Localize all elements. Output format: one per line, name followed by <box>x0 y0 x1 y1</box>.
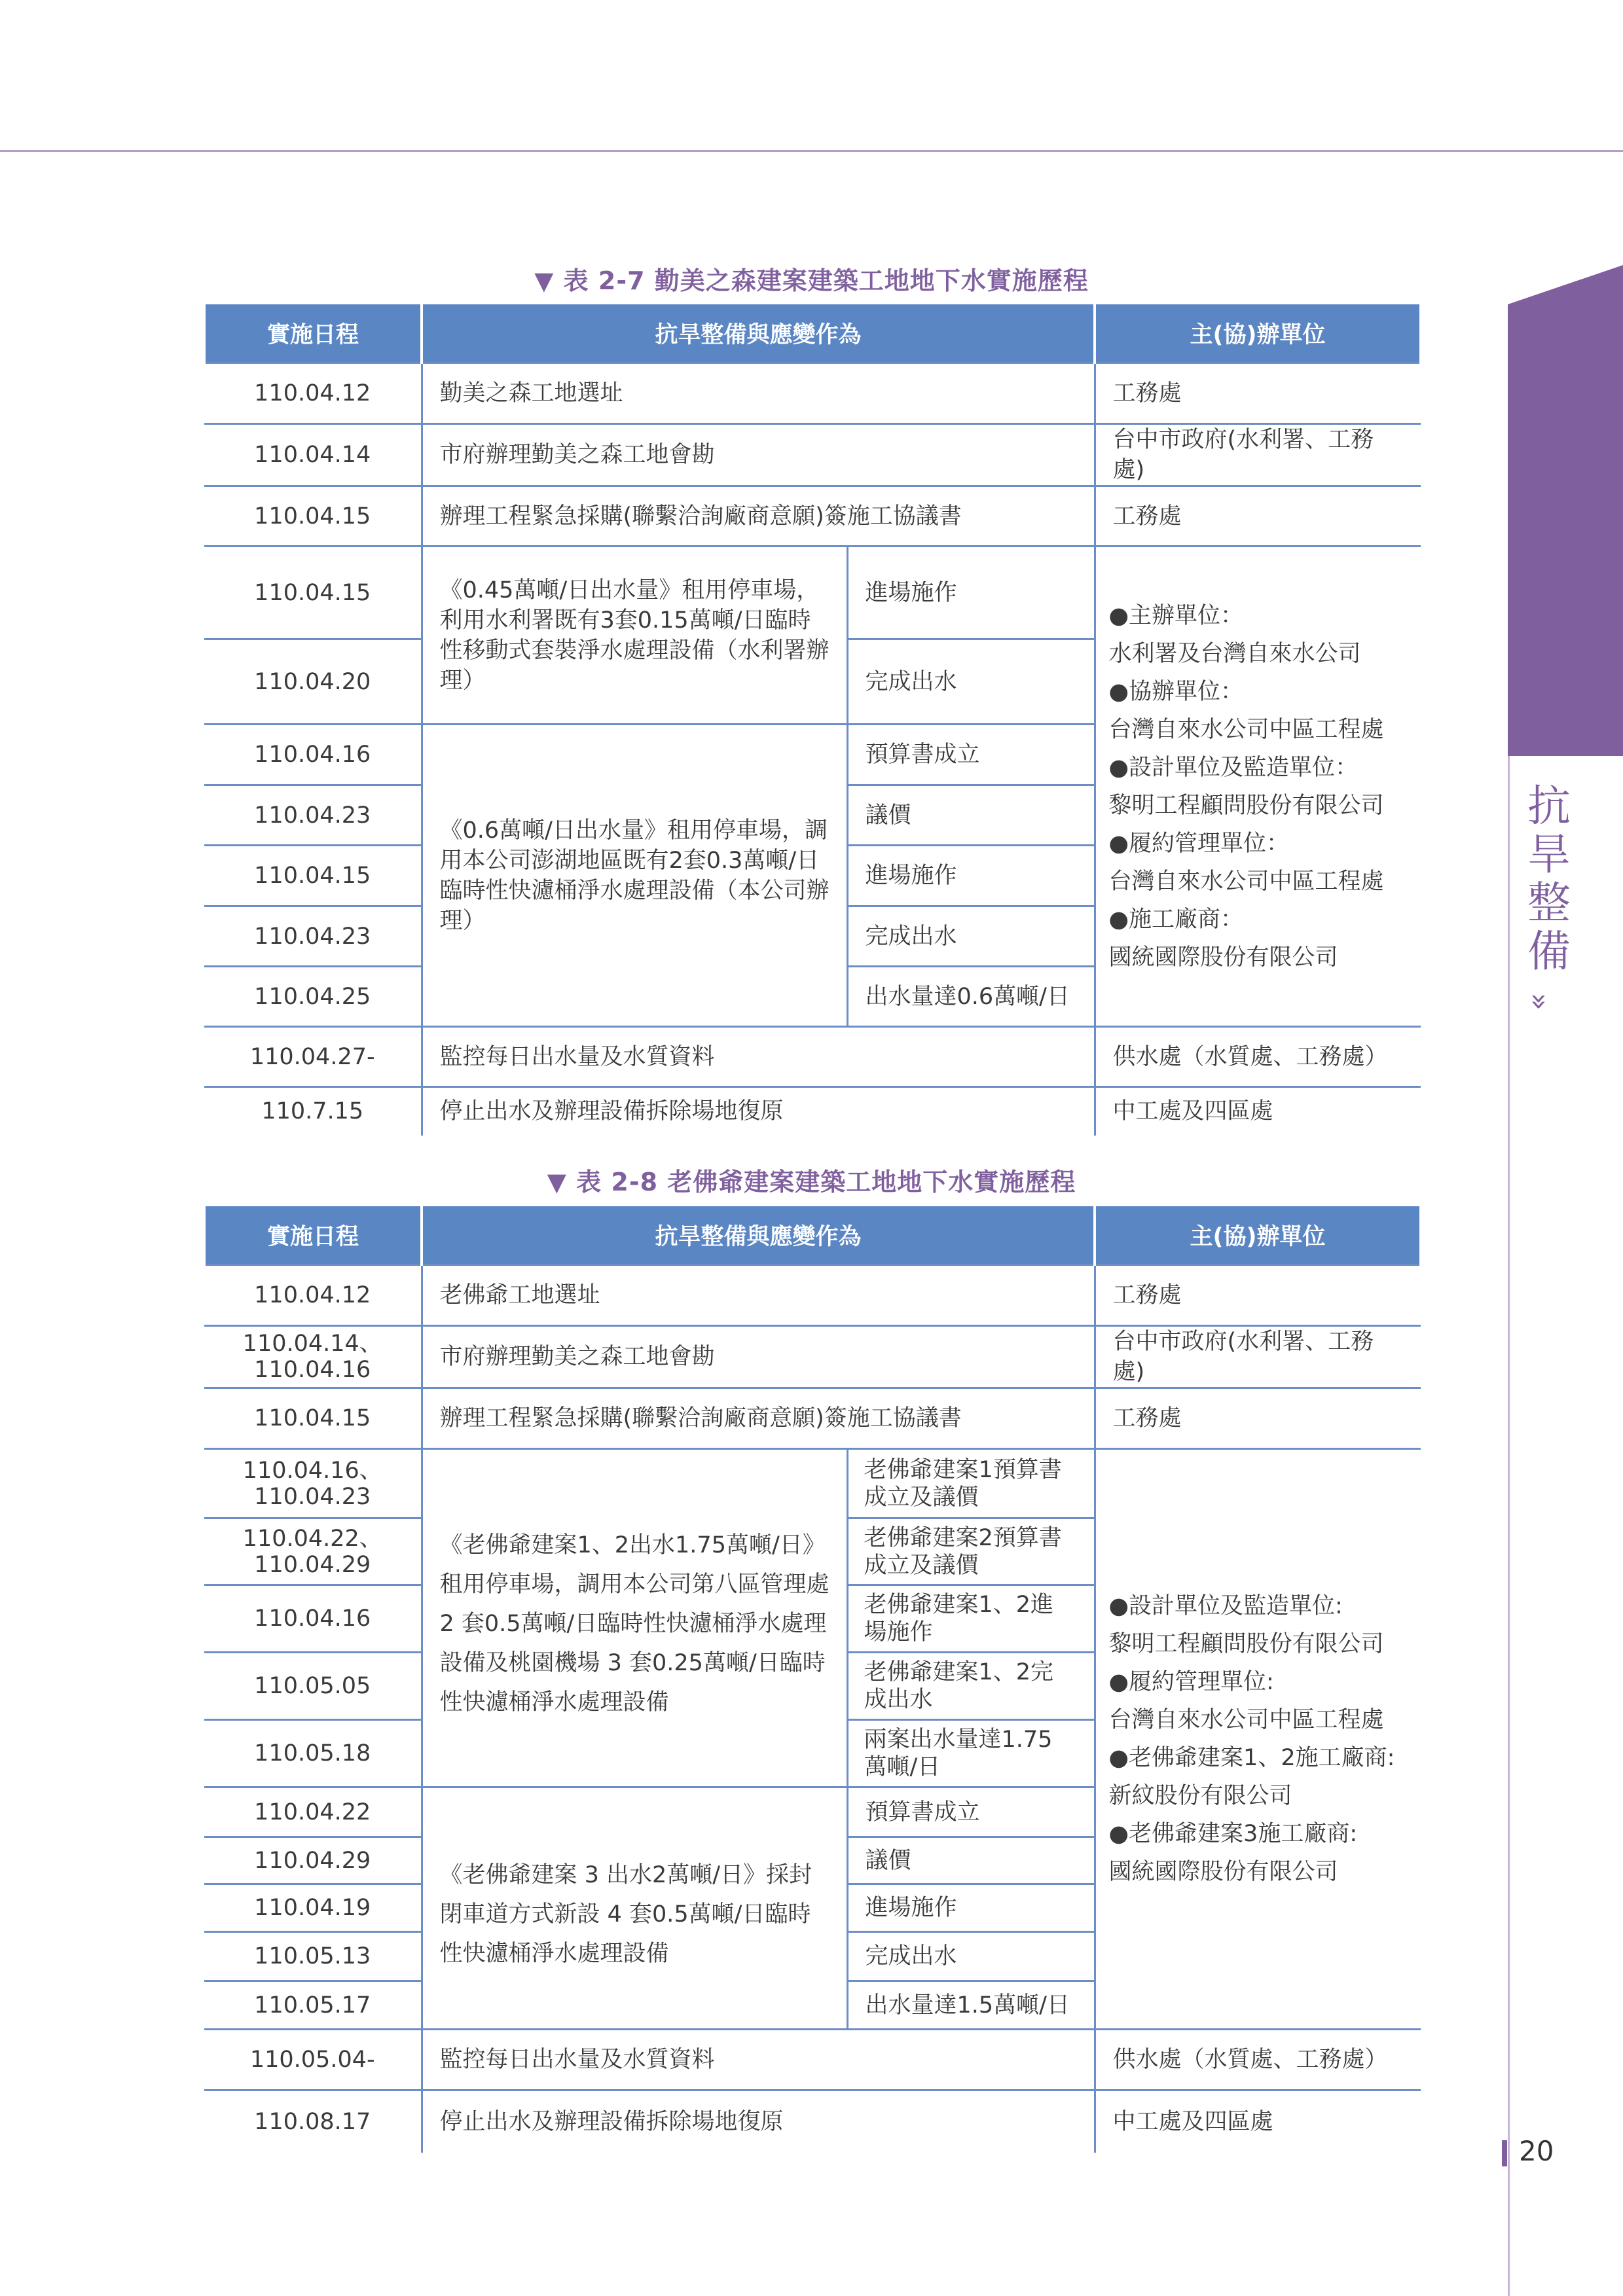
step-cell: 議價 <box>847 1837 1095 1884</box>
unit-line: 國統國際股份有限公司 <box>1108 944 1338 971</box>
unit-line: ●設計單位及監造單位: <box>1108 1593 1343 1619</box>
step-line: 老佛爺建案1、2完 <box>864 1659 1054 1685</box>
step-line: 萬噸/日 <box>864 1754 941 1780</box>
date-line: 110.04.23 <box>254 1483 371 1510</box>
step-cell <box>847 1449 1095 1518</box>
date-cell: 110.04.14 <box>204 424 422 486</box>
action-group-cell: 《0.45萬噸/日出水量》租用停車場，利用水利署既有3套0.15萬噸/日臨時性移動式套裝淨水處理設備（水利署辦理） <box>422 547 847 725</box>
date-cell <box>204 1326 422 1388</box>
unit-cell: 中工處及四區處 <box>1095 1087 1421 1136</box>
step-cell: 出水量達1.5萬噸/日 <box>847 1981 1095 2030</box>
unit-cell: 供水處（水質處、工務處） <box>1095 2030 1421 2090</box>
action-cell: 辦理工程緊急採購(聯繫洽詢廠商意願)簽施工協議書 <box>422 486 1095 547</box>
table-row <box>204 1326 1421 1388</box>
unit-line: ●老佛爺建案1、2施工廠商: <box>1108 1745 1395 1771</box>
unit-cell: 工務處 <box>1095 486 1421 547</box>
date-cell: 110.04.22 <box>204 1787 422 1837</box>
chapter-label <box>1516 599 1582 744</box>
date-cell: 110.04.16 <box>204 725 422 785</box>
step-cell <box>847 1585 1095 1653</box>
date-line: 110.04.22、 <box>242 1525 382 1552</box>
step-line: 兩案出水量達1.75 <box>864 1727 1053 1753</box>
date-cell: 110.04.27- <box>204 1027 422 1087</box>
table-row <box>204 1449 1421 1518</box>
header-action: 抗旱整備與應變作為 <box>422 1206 1095 1265</box>
table-row <box>204 1388 1421 1449</box>
unit-line: ●履約管理單位： <box>1108 830 1290 857</box>
unit-line: ●施工廠商： <box>1108 906 1244 933</box>
page-number: 20 <box>1519 2135 1554 2167</box>
step-line: 老佛爺建案1、2進 <box>864 1592 1054 1618</box>
unit-line: 台灣自來水公司中區工程處 <box>1108 1707 1384 1733</box>
action-cell: 市府辦理勤美之森工地會勘 <box>422 424 1095 486</box>
action-cell: 辦理工程緊急採購(聯繫洽詢廠商意願)簽施工協議書 <box>422 1388 1095 1449</box>
action-cell: 停止出水及辦理設備拆除場地復原 <box>422 1087 1095 1136</box>
unit-cell: 中工處及四區處 <box>1095 2090 1421 2153</box>
date-cell: 110.04.23 <box>204 906 422 967</box>
units-block-cell <box>1095 1449 1421 2030</box>
units-block-cell <box>1095 547 1421 1027</box>
topic-char: 抗 <box>1527 781 1571 831</box>
date-cell: 110.05.18 <box>204 1720 422 1787</box>
step-line: 成立及議價 <box>864 1484 979 1511</box>
header-date: 實施日程 <box>204 304 422 363</box>
unit-line: 水利署及台灣自來水公司 <box>1108 640 1361 667</box>
date-cell: 110.04.15 <box>204 547 422 639</box>
date-cell: 110.04.12 <box>204 1265 422 1326</box>
topic-char: 旱 <box>1527 829 1571 880</box>
date-cell: 110.04.15 <box>204 486 422 547</box>
step-cell: 完成出水 <box>847 1932 1095 1981</box>
step-cell: 議價 <box>847 785 1095 846</box>
table-row <box>204 486 1421 547</box>
action-cell: 勤美之森工地選址 <box>422 363 1095 424</box>
chevron-down-icon: » <box>1522 993 1556 1011</box>
unit-line: ●主辦單位： <box>1108 602 1244 629</box>
action-group-cell: 《老佛爺建案1、2出水1.75萬噸/日》租用停車場，調用本公司第八區管理處 2 套0.5萬噸/日臨時性快濾桶淨水處理設備及桃園機場 3 套0.25萬噸/日臨時性快濾桶淨水處理設備 <box>422 1449 847 1787</box>
header-unit: 主(協)辦單位 <box>1095 1206 1421 1265</box>
step-line: 成出水 <box>864 1687 933 1713</box>
step-cell: 完成出水 <box>847 906 1095 967</box>
action-cell: 市府辦理勤美之森工地會勘 <box>422 1326 1095 1388</box>
action-group-cell: 《老佛爺建案 3 出水2萬噸/日》採封閉車道方式新設 4 套0.5萬噸/日臨時性快濾桶淨水處理設備 <box>422 1787 847 2030</box>
table-header-row <box>204 304 1421 363</box>
step-cell: 進場施作 <box>847 547 1095 639</box>
date-line: 110.04.16、 <box>242 1457 382 1484</box>
unit-line: 黎明工程顧問股份有限公司 <box>1108 1631 1384 1657</box>
date-cell: 110.7.15 <box>204 1087 422 1136</box>
unit-line: 國統國際股份有限公司 <box>1108 1859 1338 1885</box>
topic-char: 備 <box>1527 926 1571 977</box>
topic-char: 整 <box>1527 878 1571 928</box>
action-group-cell: 《0.6萬噸/日出水量》租用停車場，調用本公司澎湖地區既有2套0.3萬噸/日臨時性快濾桶淨水處理設備（本公司辦理） <box>422 725 847 1027</box>
step-cell: 完成出水 <box>847 639 1095 725</box>
table-row <box>204 363 1421 424</box>
step-cell <box>847 1518 1095 1585</box>
action-cell: 停止出水及辦理設備拆除場地復原 <box>422 2090 1095 2153</box>
unit-line: ●履約管理單位: <box>1108 1669 1274 1695</box>
step-cell <box>847 1720 1095 1787</box>
unit-line: ●設計單位及監造單位： <box>1108 754 1359 781</box>
date-cell: 110.05.13 <box>204 1932 422 1981</box>
unit-cell: 供水處（水質處、工務處） <box>1095 1027 1421 1087</box>
date-cell: 110.05.04- <box>204 2030 422 2090</box>
date-cell: 110.04.19 <box>204 1884 422 1932</box>
table-row <box>204 2090 1421 2153</box>
step-line: 老佛爺建案1預算書 <box>864 1456 1062 1483</box>
chapter-char: 第 <box>1527 598 1571 648</box>
date-cell <box>204 1449 422 1518</box>
header-date: 實施日程 <box>204 1206 422 1265</box>
unit-line: 台灣自來水公司中區工程處 <box>1108 868 1384 895</box>
step-cell: 出水量達0.6萬噸/日 <box>847 967 1095 1027</box>
unit-cell: 台中市政府(水利署、工務處) <box>1095 1326 1421 1388</box>
table-row <box>204 1027 1421 1087</box>
date-cell: 110.04.15 <box>204 846 422 906</box>
header-action: 抗旱整備與應變作為 <box>422 304 1095 363</box>
date-cell: 110.04.20 <box>204 639 422 725</box>
action-cell: 老佛爺工地選址 <box>422 1265 1095 1326</box>
action-cell: 監控每日出水量及水質資料 <box>422 1027 1095 1087</box>
page-number-bar <box>1502 2140 1507 2166</box>
date-cell <box>204 1518 422 1585</box>
date-cell: 110.04.16 <box>204 1585 422 1653</box>
step-cell: 預算書成立 <box>847 1787 1095 1837</box>
step-line: 老佛爺建案2預算書 <box>864 1524 1062 1551</box>
date-cell: 110.04.15 <box>204 1388 422 1449</box>
table-2-8 <box>203 1206 1422 2153</box>
date-cell: 110.04.23 <box>204 785 422 846</box>
unit-cell: 工務處 <box>1095 363 1421 424</box>
table-caption: ▼ 表 2-7 勤美之森建案建築工地地下水實施歷程 <box>534 266 1089 295</box>
table-row <box>204 2030 1421 2090</box>
date-cell: 110.05.05 <box>204 1653 422 1720</box>
unit-cell: 台中市政府(水利署、工務處) <box>1095 424 1421 486</box>
topic-label <box>1516 782 1582 976</box>
chapter-char: 二 <box>1527 646 1571 696</box>
step-line: 成立及議價 <box>864 1552 979 1579</box>
step-line: 場施作 <box>864 1619 933 1645</box>
date-cell: 110.05.17 <box>204 1981 422 2030</box>
unit-line: ●老佛爺建案3施工廠商: <box>1108 1821 1358 1847</box>
unit-cell: 工務處 <box>1095 1388 1421 1449</box>
top-rule <box>0 150 1623 152</box>
chapter-char: 章 <box>1527 694 1571 745</box>
step-cell <box>847 1653 1095 1720</box>
unit-cell: 工務處 <box>1095 1265 1421 1326</box>
unit-line: 台灣自來水公司中區工程處 <box>1108 716 1384 743</box>
unit-line: ●協辦單位： <box>1108 678 1244 705</box>
step-cell: 進場施作 <box>847 1884 1095 1932</box>
unit-line: 新紋股份有限公司 <box>1108 1783 1292 1809</box>
table-row <box>204 424 1421 486</box>
date-cell: 110.04.12 <box>204 363 422 424</box>
table-row <box>204 1265 1421 1326</box>
date-cell: 110.04.29 <box>204 1837 422 1884</box>
date-line: 110.04.16 <box>254 1357 371 1383</box>
unit-line: 黎明工程顧問股份有限公司 <box>1108 792 1384 819</box>
table-row <box>204 1087 1421 1136</box>
table-header-row <box>204 1206 1421 1265</box>
date-line: 110.04.14、 <box>242 1331 382 1357</box>
table-caption: ▼ 表 2-8 老佛爺建案建築工地地下水實施歷程 <box>547 1168 1076 1196</box>
table-2-7 <box>203 304 1422 1136</box>
date-line: 110.04.29 <box>254 1551 371 1578</box>
date-cell: 110.08.17 <box>204 2090 422 2153</box>
table-row <box>204 547 1421 639</box>
step-cell: 進場施作 <box>847 846 1095 906</box>
date-cell: 110.04.25 <box>204 967 422 1027</box>
step-cell: 預算書成立 <box>847 725 1095 785</box>
header-unit: 主(協)辦單位 <box>1095 304 1421 363</box>
action-cell: 監控每日出水量及水質資料 <box>422 2030 1095 2090</box>
